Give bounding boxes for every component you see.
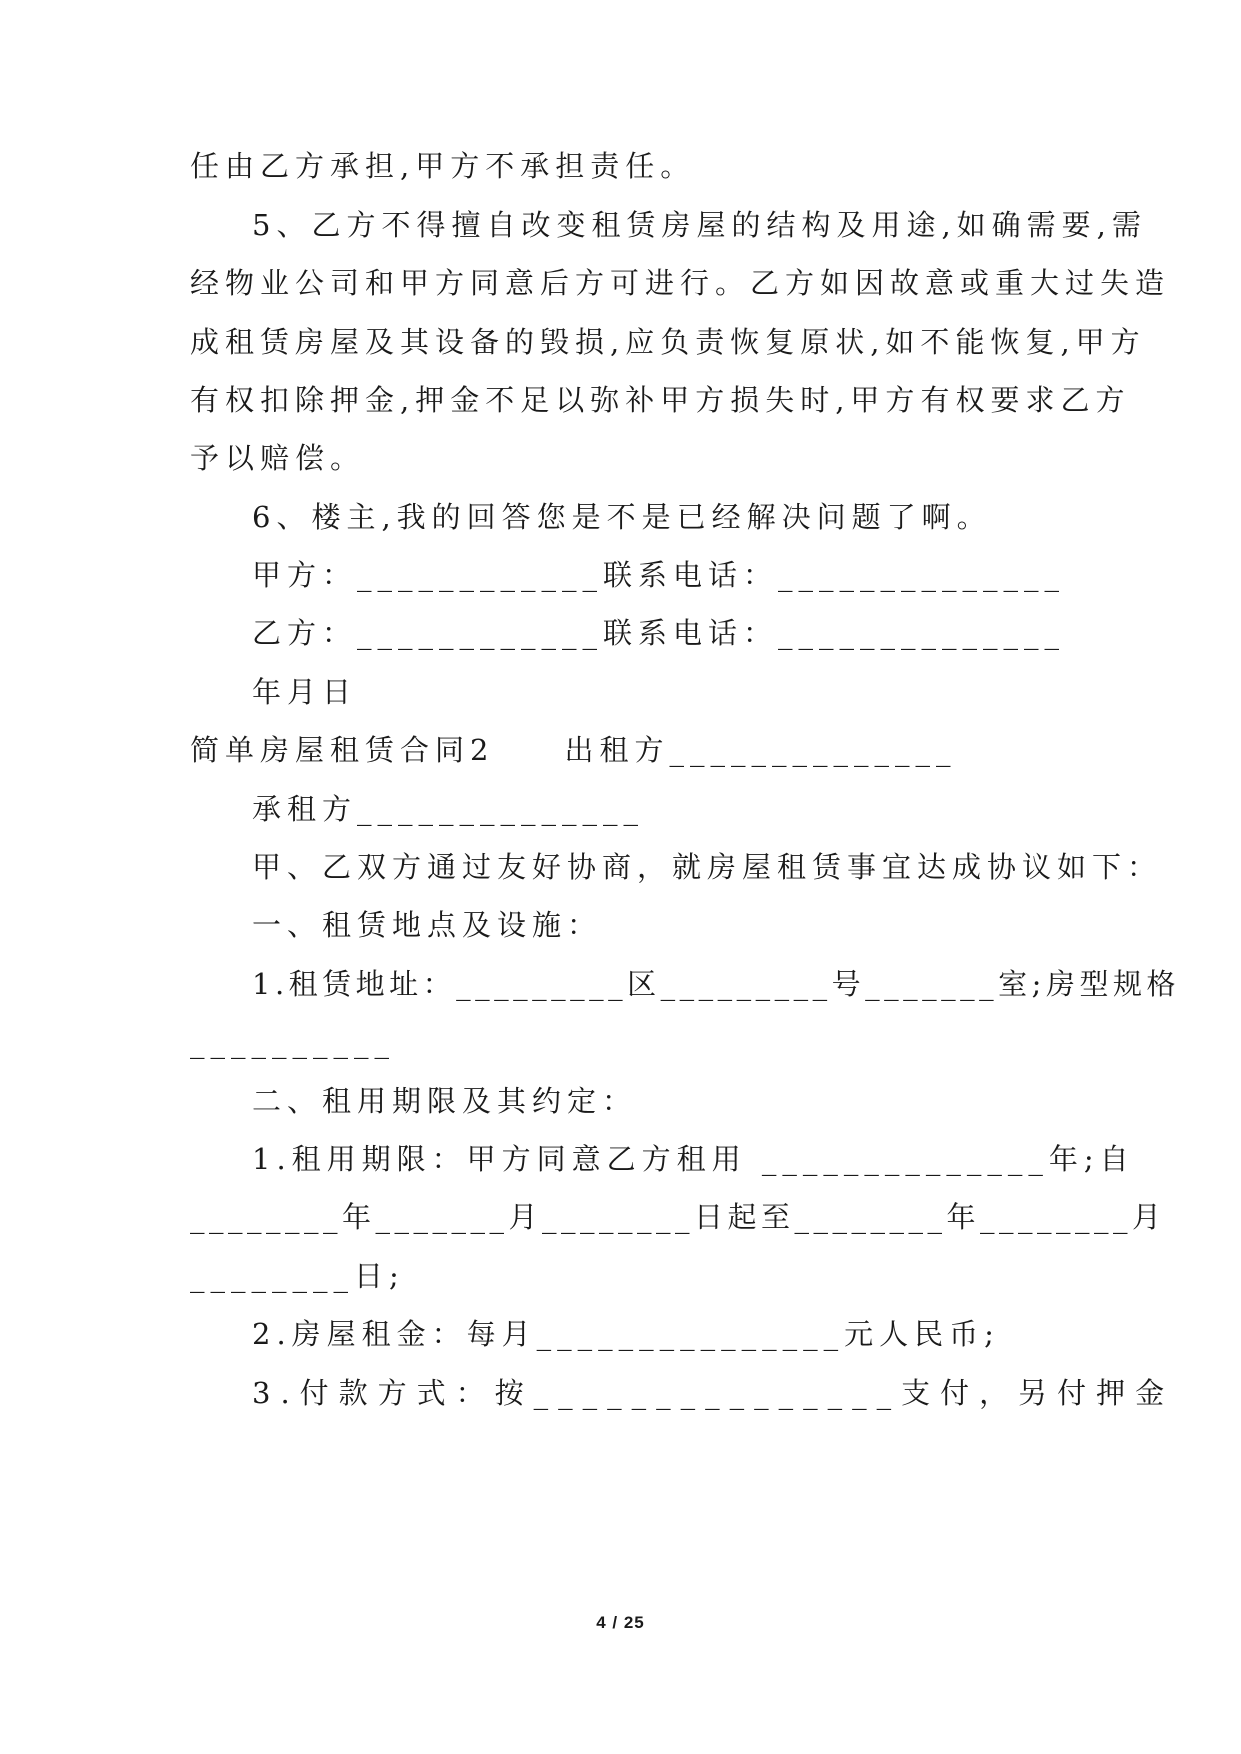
text-line: 任由乙方承担,甲方不承担责任。 [190, 149, 696, 183]
rental-term-line-2: ________年_______月________日起至________年________月 [190, 1200, 1166, 1234]
room-type-blank-line: __________ [190, 1025, 395, 1059]
lessee-line: 承租方______________ [252, 792, 645, 826]
clause-5-line-3: 成租赁房屋及其设备的毁损,应负责恢复原状,如不能恢复,甲方 [190, 325, 1146, 359]
clause-5-line-5: 予以赔偿。 [190, 441, 366, 475]
section-1-heading: 一、租赁地点及设施： [252, 908, 603, 942]
rent-amount-line: 2.房屋租金：每月_______________元人民币; [252, 1317, 1000, 1351]
rental-address-line: 1.租赁地址：_________区_________号_______室;房型规格 [252, 967, 1180, 1001]
party-b-contact-line: 乙方：____________联系电话：______________ [252, 616, 1066, 650]
agreement-intro-line: 甲、乙双方通过友好协商，就房屋租赁事宜达成协议如下： [252, 850, 1163, 884]
rental-term-line-3: ________日; [190, 1259, 405, 1293]
rental-term-line-1: 1.租用期限：甲方同意乙方租用 ______________年;自 [252, 1142, 1135, 1176]
clause-5-line-2: 经物业公司和甲方同意后方可进行。乙方如因故意或重大过失造 [190, 266, 1171, 300]
clause-5-line-4: 有权扣除押金,押金不足以弥补甲方损失时,甲方有权要求乙方 [190, 383, 1131, 417]
page-number: 4 / 25 [596, 1613, 645, 1632]
date-line: 年月日 [252, 675, 358, 709]
contract-title-line: 简单房屋租赁合同2 出租方______________ [190, 733, 957, 767]
clause-5-line-1: 5、乙方不得擅自改变租赁房屋的结构及用途,如确需要,需 [252, 208, 1147, 242]
payment-method-line: 3.付款方式：按_______________支付，另付押金 [252, 1376, 1175, 1410]
party-a-contact-line: 甲方：____________联系电话：______________ [252, 558, 1066, 592]
section-2-heading: 二、租用期限及其约定： [252, 1084, 638, 1118]
clause-6-line: 6、楼主,我的回答您是不是已经解决问题了啊。 [252, 500, 992, 534]
